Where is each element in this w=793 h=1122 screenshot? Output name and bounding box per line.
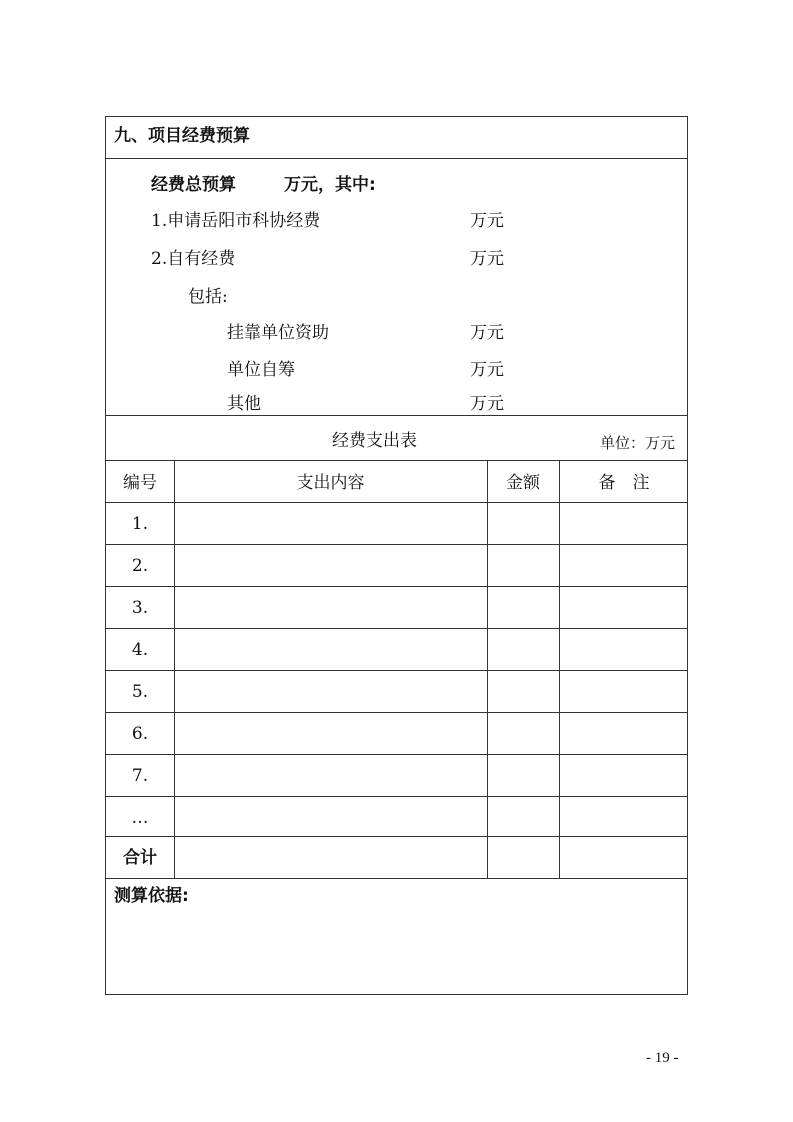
total-budget-label: 经费总预算 — [151, 175, 236, 195]
row-divider — [106, 712, 687, 713]
row-divider — [106, 544, 687, 545]
calculation-basis-label: 测算依据: — [114, 886, 189, 906]
sub-item-label: 单位自筹 — [227, 360, 295, 380]
sub-item-label: 其他 — [227, 394, 261, 414]
total-budget-unit: 万元，其中: — [284, 175, 376, 195]
section-title: 九、项目经费预算 — [114, 126, 250, 146]
column-header-content: 支出内容 — [296, 473, 365, 493]
column-divider — [559, 460, 560, 878]
column-divider — [487, 460, 488, 878]
row-divider — [106, 796, 687, 797]
row-divider — [106, 502, 687, 503]
sub-item-unit: 万元 — [470, 360, 504, 380]
table-row-number: 6. — [131, 724, 149, 744]
table-row-number: 5. — [131, 682, 149, 702]
column-header-number: 编号 — [123, 473, 157, 493]
total-row-label: 合计 — [123, 848, 157, 868]
budget-item-unit: 万元 — [470, 249, 504, 269]
table-row-number: 4. — [131, 640, 149, 660]
table-row-number: … — [131, 808, 149, 828]
column-header-remarks: 备 注 — [598, 473, 650, 493]
sub-item-label: 挂靠单位资助 — [227, 323, 329, 343]
divider — [106, 158, 687, 159]
column-divider — [174, 460, 175, 878]
budget-item-label: 1.申请岳阳市科协经费 — [151, 211, 321, 231]
row-divider — [106, 670, 687, 671]
column-header-amount: 金额 — [506, 473, 540, 493]
table-row-number: 1. — [131, 514, 149, 534]
table-row-number: 2. — [131, 556, 149, 576]
row-divider — [106, 754, 687, 755]
sub-item-unit: 万元 — [470, 323, 504, 343]
table-row-number: 7. — [131, 766, 149, 786]
row-divider — [106, 836, 687, 837]
table-title: 经费支出表 — [332, 431, 417, 451]
row-divider — [106, 878, 687, 879]
budget-form — [105, 116, 688, 995]
sub-item-unit: 万元 — [470, 394, 504, 414]
budget-item-unit: 万元 — [470, 211, 504, 231]
table-row-number: 3. — [131, 598, 149, 618]
divider — [106, 415, 687, 416]
table-unit-note: 单位：万元 — [600, 434, 676, 452]
budget-item-label: 2.自有经费 — [151, 249, 236, 269]
including-label: 包括: — [188, 287, 228, 307]
page-number: - 19 - — [646, 1050, 679, 1066]
row-divider — [106, 628, 687, 629]
divider — [106, 460, 687, 461]
row-divider — [106, 586, 687, 587]
